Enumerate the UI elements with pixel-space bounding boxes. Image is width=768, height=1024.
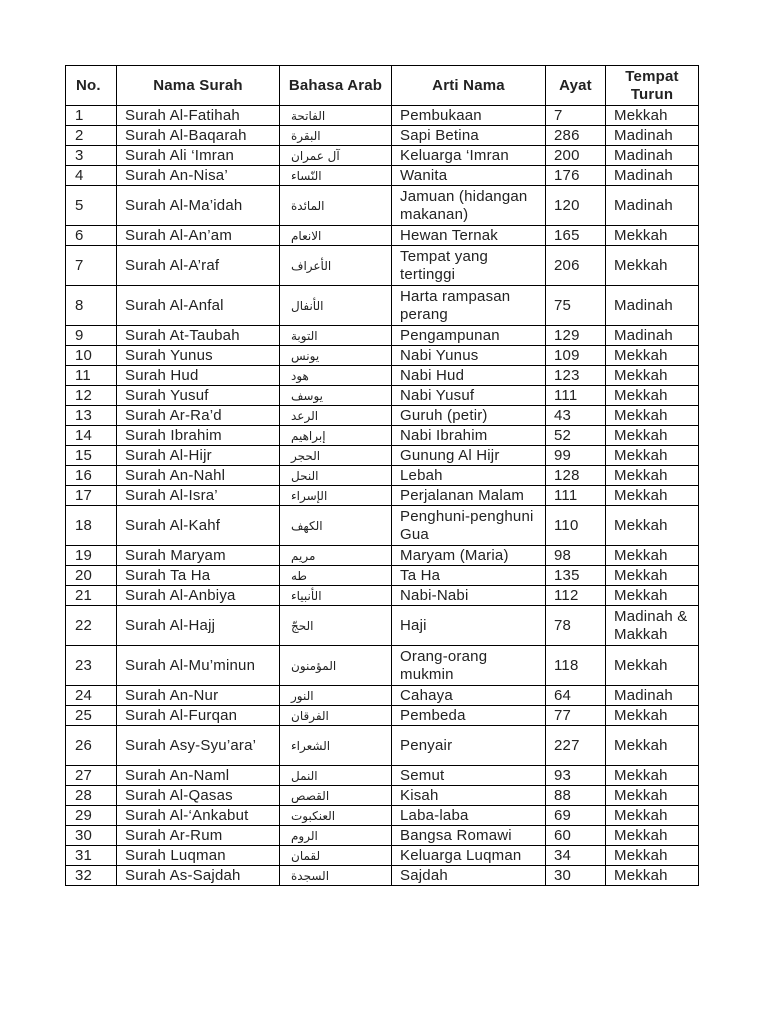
cell-tempat-turun: Mekkah <box>606 766 699 786</box>
cell-no: 24 <box>66 686 117 706</box>
cell-ayat: 78 <box>546 606 606 646</box>
cell-no: 30 <box>66 826 117 846</box>
cell-ayat: 165 <box>546 226 606 246</box>
cell-tempat-turun: Mekkah <box>606 546 699 566</box>
cell-arti-nama: Laba-laba <box>392 806 546 826</box>
table-row <box>66 586 699 606</box>
cell-arti-nama: Pengampunan <box>392 326 546 346</box>
cell-ayat: 75 <box>546 286 606 326</box>
cell-tempat-turun: Mekkah <box>606 246 699 286</box>
table-row <box>66 726 699 766</box>
cell-tempat-turun: Mekkah <box>606 726 699 766</box>
cell-nama-surah: Surah Al-Ma’idah <box>117 186 280 226</box>
table-row <box>66 386 699 406</box>
cell-nama-surah: Surah At-Taubah <box>117 326 280 346</box>
cell-no: 3 <box>66 146 117 166</box>
cell-tempat-turun: Mekkah <box>606 446 699 466</box>
cell-arti-nama: Nabi-Nabi <box>392 586 546 606</box>
cell-tempat-turun: Madinah & Makkah <box>606 606 699 646</box>
cell-bahasa-arab <box>280 566 392 586</box>
table-row <box>66 246 699 286</box>
table-row <box>66 506 699 546</box>
cell-nama-surah: Surah Al-Anbiya <box>117 586 280 606</box>
cell-no: 14 <box>66 426 117 446</box>
arabic-text: المؤمنون <box>291 658 337 673</box>
cell-tempat-turun: Mekkah <box>606 366 699 386</box>
table-row <box>66 326 699 346</box>
header-nama-surah: Nama Surah <box>117 66 280 106</box>
cell-no: 27 <box>66 766 117 786</box>
table-row <box>66 426 699 446</box>
cell-tempat-turun: Mekkah <box>606 846 699 866</box>
cell-nama-surah: Surah Al-Fatihah <box>117 106 280 126</box>
table-body <box>66 106 699 886</box>
cell-bahasa-arab <box>280 686 392 706</box>
cell-tempat-turun: Mekkah <box>606 866 699 886</box>
cell-tempat-turun: Mekkah <box>606 486 699 506</box>
cell-arti-nama: Keluarga ‘Imran <box>392 146 546 166</box>
cell-arti-nama: Keluarga Luqman <box>392 846 546 866</box>
cell-nama-surah: Surah Al-Anfal <box>117 286 280 326</box>
cell-arti-nama: Pembukaan <box>392 106 546 126</box>
header-tempat-turun: Tempat Turun <box>606 66 699 106</box>
cell-arti-nama: Jamuan (hidangan makanan) <box>392 186 546 226</box>
cell-nama-surah: Surah An-Nahl <box>117 466 280 486</box>
arabic-text: النحل <box>291 468 319 483</box>
cell-arti-nama: Sajdah <box>392 866 546 886</box>
cell-nama-surah: Surah Al-Furqan <box>117 706 280 726</box>
cell-no: 26 <box>66 726 117 766</box>
arabic-text: مريم <box>291 548 316 563</box>
table-row <box>66 606 699 646</box>
cell-ayat: 7 <box>546 106 606 126</box>
cell-ayat: 109 <box>546 346 606 366</box>
cell-tempat-turun: Mekkah <box>606 706 699 726</box>
arabic-text: التوبة <box>291 328 318 343</box>
cell-ayat: 64 <box>546 686 606 706</box>
cell-arti-nama: Lebah <box>392 466 546 486</box>
cell-ayat: 129 <box>546 326 606 346</box>
cell-nama-surah: Surah Al-‘Ankabut <box>117 806 280 826</box>
cell-bahasa-arab <box>280 766 392 786</box>
cell-tempat-turun: Madinah <box>606 166 699 186</box>
cell-nama-surah: Surah Al-Kahf <box>117 506 280 546</box>
cell-arti-nama: Penyair <box>392 726 546 766</box>
table-row <box>66 126 699 146</box>
arabic-text: النور <box>291 688 314 703</box>
cell-arti-nama: Nabi Hud <box>392 366 546 386</box>
arabic-text: الفرقان <box>291 708 329 723</box>
cell-bahasa-arab <box>280 126 392 146</box>
cell-bahasa-arab <box>280 386 392 406</box>
arabic-text: الحجر <box>291 448 321 463</box>
cell-tempat-turun: Mekkah <box>606 406 699 426</box>
table-row <box>66 566 699 586</box>
cell-bahasa-arab <box>280 326 392 346</box>
cell-nama-surah: Surah Ar-Rum <box>117 826 280 846</box>
header-ayat: Ayat <box>546 66 606 106</box>
cell-arti-nama: Pembeda <box>392 706 546 726</box>
cell-ayat: 110 <box>546 506 606 546</box>
cell-arti-nama: Penghuni-penghuni Gua <box>392 506 546 546</box>
cell-ayat: 111 <box>546 486 606 506</box>
cell-tempat-turun: Madinah <box>606 686 699 706</box>
cell-ayat: 120 <box>546 186 606 226</box>
cell-nama-surah: Surah Yunus <box>117 346 280 366</box>
table-row <box>66 486 699 506</box>
cell-nama-surah: Surah Hud <box>117 366 280 386</box>
cell-arti-nama: Nabi Ibrahim <box>392 426 546 446</box>
cell-nama-surah: Surah Ibrahim <box>117 426 280 446</box>
cell-bahasa-arab <box>280 546 392 566</box>
cell-arti-nama: Cahaya <box>392 686 546 706</box>
arabic-text: الأنبياء <box>291 588 322 603</box>
cell-no: 6 <box>66 226 117 246</box>
cell-ayat: 206 <box>546 246 606 286</box>
table-row <box>66 806 699 826</box>
cell-no: 32 <box>66 866 117 886</box>
cell-tempat-turun: Mekkah <box>606 806 699 826</box>
cell-no: 19 <box>66 546 117 566</box>
cell-arti-nama: Wanita <box>392 166 546 186</box>
cell-ayat: 200 <box>546 146 606 166</box>
cell-bahasa-arab <box>280 466 392 486</box>
cell-bahasa-arab <box>280 706 392 726</box>
cell-nama-surah: Surah Yusuf <box>117 386 280 406</box>
cell-arti-nama: Nabi Yusuf <box>392 386 546 406</box>
cell-bahasa-arab <box>280 586 392 606</box>
arabic-text: المائدة <box>291 198 325 213</box>
header-bahasa-arab: Bahasa Arab <box>280 66 392 106</box>
cell-nama-surah: Surah Al-Isra’ <box>117 486 280 506</box>
cell-ayat: 43 <box>546 406 606 426</box>
cell-tempat-turun: Mekkah <box>606 106 699 126</box>
arabic-text: النمل <box>291 768 318 783</box>
cell-ayat: 98 <box>546 546 606 566</box>
cell-tempat-turun: Madinah <box>606 326 699 346</box>
cell-arti-nama: Gunung Al Hijr <box>392 446 546 466</box>
cell-tempat-turun: Mekkah <box>606 786 699 806</box>
cell-arti-nama: Ta Ha <box>392 566 546 586</box>
cell-bahasa-arab <box>280 286 392 326</box>
cell-no: 18 <box>66 506 117 546</box>
cell-no: 29 <box>66 806 117 826</box>
cell-bahasa-arab <box>280 866 392 886</box>
cell-ayat: 111 <box>546 386 606 406</box>
cell-nama-surah: Surah Asy-Syu’ara’ <box>117 726 280 766</box>
cell-tempat-turun: Mekkah <box>606 826 699 846</box>
cell-nama-surah: Surah Al-An’am <box>117 226 280 246</box>
cell-no: 22 <box>66 606 117 646</box>
cell-ayat: 227 <box>546 726 606 766</box>
arabic-text: البقرة <box>291 128 321 143</box>
cell-ayat: 88 <box>546 786 606 806</box>
table-row <box>66 186 699 226</box>
arabic-text: العنكبوت <box>291 808 336 823</box>
cell-no: 13 <box>66 406 117 426</box>
cell-tempat-turun: Mekkah <box>606 586 699 606</box>
table-row <box>66 226 699 246</box>
table-row <box>66 106 699 126</box>
cell-bahasa-arab <box>280 826 392 846</box>
arabic-text: الإسراء <box>291 488 328 503</box>
table-row <box>66 826 699 846</box>
table-row <box>66 686 699 706</box>
cell-no: 1 <box>66 106 117 126</box>
cell-no: 15 <box>66 446 117 466</box>
cell-tempat-turun: Mekkah <box>606 386 699 406</box>
table-row <box>66 346 699 366</box>
cell-no: 25 <box>66 706 117 726</box>
table-row <box>66 546 699 566</box>
cell-nama-surah: Surah Al-A’raf <box>117 246 280 286</box>
cell-no: 9 <box>66 326 117 346</box>
cell-tempat-turun: Mekkah <box>606 646 699 686</box>
cell-nama-surah: Surah As-Sajdah <box>117 866 280 886</box>
cell-bahasa-arab <box>280 846 392 866</box>
arabic-text: الرعد <box>291 408 319 423</box>
cell-arti-nama: Semut <box>392 766 546 786</box>
table-row <box>66 466 699 486</box>
table-row <box>66 766 699 786</box>
cell-bahasa-arab <box>280 186 392 226</box>
cell-no: 5 <box>66 186 117 226</box>
arabic-text: الكهف <box>291 518 323 533</box>
surah-table <box>65 65 699 886</box>
table-row <box>66 706 699 726</box>
cell-no: 16 <box>66 466 117 486</box>
cell-arti-nama: Maryam (Maria) <box>392 546 546 566</box>
table-row <box>66 786 699 806</box>
table-row <box>66 286 699 326</box>
arabic-text: لقمان <box>291 848 321 863</box>
cell-bahasa-arab <box>280 346 392 366</box>
cell-bahasa-arab <box>280 506 392 546</box>
cell-nama-surah: Surah Al-Hijr <box>117 446 280 466</box>
cell-ayat: 77 <box>546 706 606 726</box>
cell-tempat-turun: Madinah <box>606 126 699 146</box>
table-row <box>66 646 699 686</box>
table-row <box>66 846 699 866</box>
arabic-text: الشعراء <box>291 738 331 753</box>
cell-nama-surah: Surah Ali ‘Imran <box>117 146 280 166</box>
arabic-text: الفاتحة <box>291 108 326 123</box>
cell-tempat-turun: Madinah <box>606 146 699 166</box>
arabic-text: النّساء <box>291 168 322 183</box>
cell-nama-surah: Surah An-Nur <box>117 686 280 706</box>
cell-arti-nama: Perjalanan Malam <box>392 486 546 506</box>
cell-nama-surah: Surah Al-Baqarah <box>117 126 280 146</box>
cell-ayat: 128 <box>546 466 606 486</box>
arabic-text: يوسف <box>291 388 324 403</box>
cell-nama-surah: Surah Maryam <box>117 546 280 566</box>
cell-no: 10 <box>66 346 117 366</box>
cell-bahasa-arab <box>280 486 392 506</box>
cell-nama-surah: Surah Ta Ha <box>117 566 280 586</box>
cell-nama-surah: Surah Al-Mu’minun <box>117 646 280 686</box>
cell-bahasa-arab <box>280 426 392 446</box>
cell-no: 21 <box>66 586 117 606</box>
cell-bahasa-arab <box>280 726 392 766</box>
cell-arti-nama: Tempat yang tertinggi <box>392 246 546 286</box>
cell-no: 23 <box>66 646 117 686</box>
table-row <box>66 146 699 166</box>
cell-bahasa-arab <box>280 146 392 166</box>
cell-arti-nama: Hewan Ternak <box>392 226 546 246</box>
arabic-text: الأعراف <box>291 258 332 273</box>
cell-bahasa-arab <box>280 786 392 806</box>
cell-ayat: 30 <box>546 866 606 886</box>
cell-no: 12 <box>66 386 117 406</box>
arabic-text: الروم <box>291 828 318 843</box>
cell-bahasa-arab <box>280 366 392 386</box>
header-arti-nama: Arti Nama <box>392 66 546 106</box>
cell-nama-surah: Surah An-Nisa’ <box>117 166 280 186</box>
cell-nama-surah: Surah Al-Hajj <box>117 606 280 646</box>
cell-bahasa-arab <box>280 106 392 126</box>
cell-no: 7 <box>66 246 117 286</box>
cell-ayat: 123 <box>546 366 606 386</box>
cell-ayat: 118 <box>546 646 606 686</box>
table-row <box>66 366 699 386</box>
cell-arti-nama: Haji <box>392 606 546 646</box>
cell-ayat: 286 <box>546 126 606 146</box>
table-row <box>66 166 699 186</box>
cell-nama-surah: Surah An-Naml <box>117 766 280 786</box>
arabic-text: القصص <box>291 788 330 803</box>
arabic-text: آل عمران <box>291 148 340 163</box>
cell-tempat-turun: Mekkah <box>606 566 699 586</box>
cell-tempat-turun: Mekkah <box>606 226 699 246</box>
cell-ayat: 112 <box>546 586 606 606</box>
cell-ayat: 52 <box>546 426 606 446</box>
cell-bahasa-arab <box>280 606 392 646</box>
cell-nama-surah: Surah Al-Qasas <box>117 786 280 806</box>
cell-ayat: 135 <box>546 566 606 586</box>
arabic-text: الانعام <box>291 228 322 243</box>
cell-arti-nama: Sapi Betina <box>392 126 546 146</box>
cell-tempat-turun: Mekkah <box>606 506 699 546</box>
cell-arti-nama: Harta rampasan perang <box>392 286 546 326</box>
arabic-text: طه <box>291 568 307 583</box>
cell-bahasa-arab <box>280 406 392 426</box>
cell-bahasa-arab <box>280 446 392 466</box>
cell-ayat: 99 <box>546 446 606 466</box>
arabic-text: الحجّ <box>291 618 314 633</box>
cell-no: 8 <box>66 286 117 326</box>
cell-arti-nama: Kisah <box>392 786 546 806</box>
cell-bahasa-arab <box>280 246 392 286</box>
cell-arti-nama: Guruh (petir) <box>392 406 546 426</box>
cell-bahasa-arab <box>280 166 392 186</box>
cell-no: 4 <box>66 166 117 186</box>
cell-tempat-turun: Madinah <box>606 186 699 226</box>
cell-no: 28 <box>66 786 117 806</box>
cell-no: 20 <box>66 566 117 586</box>
cell-ayat: 34 <box>546 846 606 866</box>
cell-ayat: 176 <box>546 166 606 186</box>
cell-tempat-turun: Madinah <box>606 286 699 326</box>
cell-ayat: 60 <box>546 826 606 846</box>
cell-nama-surah: Surah Ar-Ra’d <box>117 406 280 426</box>
cell-tempat-turun: Mekkah <box>606 346 699 366</box>
arabic-text: السجدة <box>291 868 330 883</box>
cell-arti-nama: Nabi Yunus <box>392 346 546 366</box>
arabic-text: إبراهيم <box>291 428 326 443</box>
cell-arti-nama: Orang-orang mukmin <box>392 646 546 686</box>
cell-bahasa-arab <box>280 806 392 826</box>
cell-tempat-turun: Mekkah <box>606 466 699 486</box>
cell-ayat: 69 <box>546 806 606 826</box>
arabic-text: الأنفال <box>291 298 324 313</box>
cell-bahasa-arab <box>280 646 392 686</box>
table-row <box>66 446 699 466</box>
arabic-text: هود <box>291 368 309 383</box>
cell-nama-surah: Surah Luqman <box>117 846 280 866</box>
cell-bahasa-arab <box>280 226 392 246</box>
header-row <box>66 66 699 106</box>
cell-arti-nama: Bangsa Romawi <box>392 826 546 846</box>
cell-no: 31 <box>66 846 117 866</box>
arabic-text: يونس <box>291 348 320 363</box>
header-no: No. <box>66 66 117 106</box>
table-row <box>66 406 699 426</box>
cell-no: 17 <box>66 486 117 506</box>
cell-no: 2 <box>66 126 117 146</box>
table-row <box>66 866 699 886</box>
cell-tempat-turun: Mekkah <box>606 426 699 446</box>
cell-ayat: 93 <box>546 766 606 786</box>
cell-no: 11 <box>66 366 117 386</box>
